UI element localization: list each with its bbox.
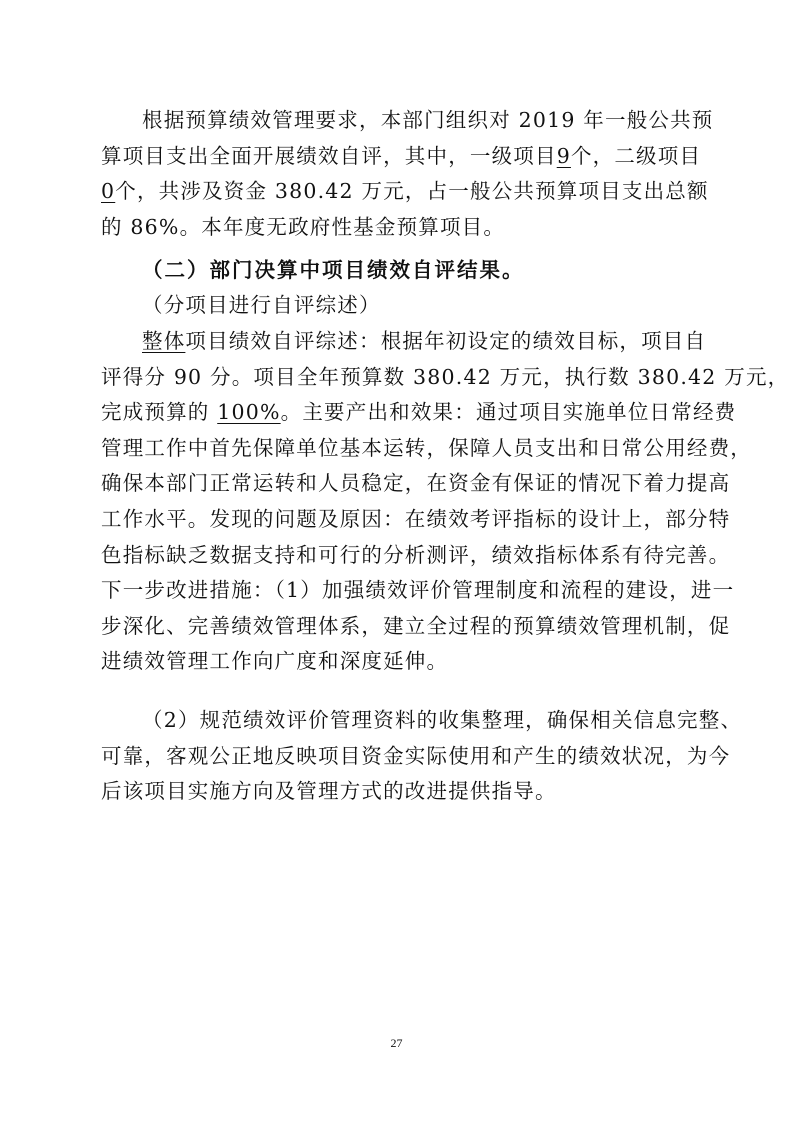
text-segment: 。主要产出和效果：通过项目实施单位日常经费 <box>280 400 737 425</box>
text-line: 评得分 90 分。项目全年预算数 380.42 万元，执行数 380.42 万元， <box>101 364 790 389</box>
page-number: 27 <box>390 1036 403 1050</box>
text-line <box>101 139 702 175</box>
text-segment: 完成预算的 <box>101 400 218 425</box>
subheading-text: （分项目进行自评综述） <box>142 293 381 317</box>
text-line: （2）规范绩效评价管理资料的收集整理，确保相关信息完整、 <box>142 708 743 732</box>
text-line: 色指标缺乏数据支持和可行的分析测评，绩效指标体系有待完善。 <box>101 542 731 567</box>
heading-text: （二）部门决算中项目绩效自评结果。 <box>142 258 525 282</box>
underlined-number: 100% <box>217 400 281 425</box>
paragraph-improvement <box>101 703 743 810</box>
underlined-text: 整体 <box>142 329 186 353</box>
text-line: 管理工作中首先保障单位基本运转，保障人员支出和日常公用经费， <box>101 435 752 460</box>
text-segment: 个，二级项目 <box>570 143 702 168</box>
text-line <box>101 395 737 431</box>
paragraph-budget-overview <box>101 103 714 245</box>
paragraph-self-evaluation <box>101 324 790 680</box>
text-line <box>101 324 707 360</box>
underlined-number: 9 <box>556 143 571 168</box>
text-line: 后该项目实施方向及管理方式的改进提供指导。 <box>101 779 557 804</box>
text-line: 工作水平。发现的问题及原因：在绩效考评指标的设计上，部分特 <box>101 506 731 531</box>
underlined-number: 0 <box>101 179 116 204</box>
text-line: 可靠，客观公正地反映项目资金实际使用和产生的绩效状况，为今 <box>101 743 731 768</box>
text-segment: 个，共涉及资金 380.42 万元，占一般公共预算项目支出总额 <box>115 179 709 204</box>
text-line <box>101 174 709 210</box>
text-line: 下一步改进措施：（1）加强绩效评价管理制度和流程的建设，进一 <box>101 578 735 603</box>
text-line: 根据预算绩效管理要求，本部门组织对 2019 年一般公共预 <box>142 108 714 132</box>
text-line: 步深化、完善绩效管理体系，建立全过程的预算绩效管理机制，促 <box>101 613 731 638</box>
section-subheading <box>101 288 693 324</box>
text-segment: 项目绩效自评综述：根据年初设定的绩效目标，项目自 <box>185 329 707 353</box>
text-line: 进绩效管理工作向广度和深度延伸。 <box>101 649 449 674</box>
text-segment: 算项目支出全面开展绩效自评，其中，一级项目 <box>101 143 557 168</box>
section-heading <box>101 253 693 289</box>
text-line: 的 86%。本年度无政府性基金预算项目。 <box>101 214 506 239</box>
text-line: 确保本部门正常运转和人员稳定，在资金有保证的情况下着力提高 <box>101 471 731 496</box>
